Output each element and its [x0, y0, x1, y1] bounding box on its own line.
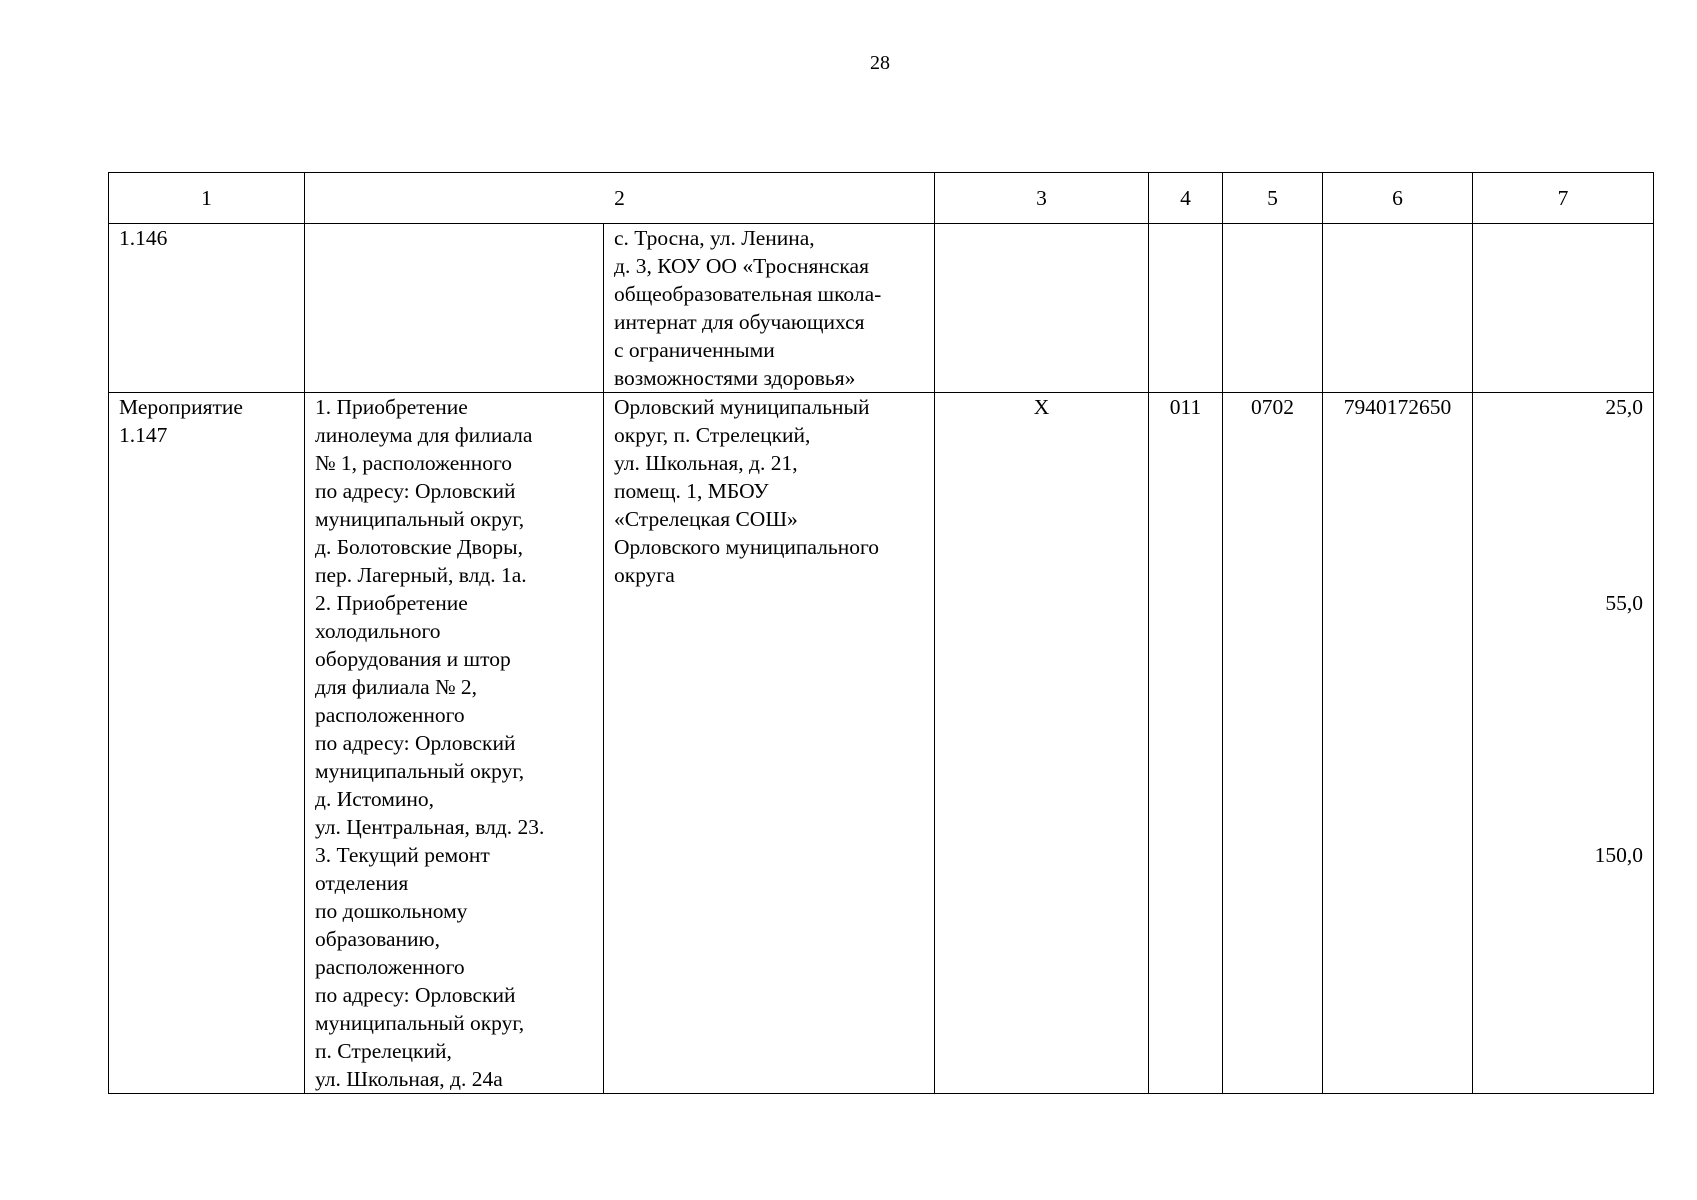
- description-line: для филиала № 2,: [315, 675, 477, 699]
- col6-cell: 7940172650: [1323, 393, 1473, 1094]
- col5-cell: 0702: [1223, 393, 1323, 1094]
- header-cell-1: 1: [109, 173, 305, 224]
- address-line: д. 3, КОУ ОО «Троснянская: [614, 254, 869, 278]
- address-line: с ограниченными: [614, 338, 775, 362]
- address-line: с. Тросна, ул. Ленина,: [614, 226, 815, 250]
- col7-cell: [1473, 224, 1654, 393]
- description-cell: [305, 393, 604, 1094]
- address-line: ул. Школьная, д. 21,: [614, 451, 798, 475]
- col4-cell: [1149, 224, 1223, 393]
- description-cell: [305, 224, 604, 393]
- address-cell: [604, 393, 935, 1094]
- address-cell: [604, 224, 935, 393]
- address-line: округ, п. Стрелецкий,: [614, 423, 811, 447]
- header-cell-7: 7: [1473, 173, 1654, 224]
- document-table: [108, 172, 1654, 1094]
- address-line: помещ. 1, МБОУ: [614, 479, 769, 503]
- row-label: Мероприятие: [119, 395, 243, 419]
- header-cell-2: 2: [305, 173, 935, 224]
- address-line: Орловского муниципального: [614, 535, 879, 559]
- table-row: [109, 393, 1654, 1094]
- header-row: [109, 173, 1654, 224]
- description-line: 1. Приобретение: [315, 395, 468, 419]
- description-line: 2. Приобретение: [315, 591, 468, 615]
- row-id-cell: [109, 393, 305, 1094]
- description-line: 3. Текущий ремонт: [315, 843, 490, 867]
- description-line: № 1, расположенного: [315, 451, 513, 475]
- address-line: возможностями здоровья»: [614, 366, 856, 390]
- row-id: 1.146: [119, 226, 168, 250]
- page-number: 28: [870, 52, 890, 74]
- address-line: «Стрелецкая СОШ»: [614, 507, 798, 531]
- address-line: интернат для обучающихся: [614, 310, 865, 334]
- col6-cell: [1323, 224, 1473, 393]
- row-id-cell: [109, 224, 305, 393]
- description-line: образованию,: [315, 927, 440, 951]
- description-line: ул. Школьная, д. 24а: [315, 1067, 503, 1091]
- col3-cell: [935, 224, 1149, 393]
- address-line: общеобразовательная школа-: [614, 282, 882, 306]
- address-line: Орловский муниципальный: [614, 395, 870, 419]
- description-line: п. Стрелецкий,: [315, 1039, 452, 1063]
- col5-cell: [1223, 224, 1323, 393]
- description-line: холодильного: [315, 619, 441, 643]
- amounts-cell: [1473, 393, 1654, 1094]
- amount-value: 25,0: [1605, 395, 1643, 419]
- description-line: муниципальный округ,: [315, 507, 525, 531]
- description-line: д. Истомино,: [315, 787, 434, 811]
- header-cell-6: 6: [1323, 173, 1473, 224]
- col4-cell: 011: [1149, 393, 1223, 1094]
- description-line: линолеума для филиала: [315, 423, 533, 447]
- description-line: расположенного: [315, 703, 465, 727]
- header-cell-3: 3: [935, 173, 1149, 224]
- header-cell-5: 5: [1223, 173, 1323, 224]
- col3-cell: Х: [935, 393, 1149, 1094]
- description-line: отделения: [315, 871, 409, 895]
- row-id: 1.147: [119, 423, 168, 447]
- description-line: оборудования и штор: [315, 647, 511, 671]
- description-line: расположенного: [315, 955, 465, 979]
- description-line: пер. Лагерный, влд. 1а.: [315, 563, 527, 587]
- description-line: д. Болотовские Дворы,: [315, 535, 523, 559]
- description-line: ул. Центральная, влд. 23.: [315, 815, 545, 839]
- description-line: муниципальный округ,: [315, 1011, 525, 1035]
- table-row: [109, 224, 1654, 393]
- amount-value: 55,0: [1605, 591, 1643, 615]
- header-cell-4: 4: [1149, 173, 1223, 224]
- description-line: по адресу: Орловский: [315, 479, 516, 503]
- description-line: муниципальный округ,: [315, 759, 525, 783]
- description-line: по адресу: Орловский: [315, 731, 516, 755]
- address-line: округа: [614, 563, 675, 587]
- description-line: по дошкольному: [315, 899, 468, 923]
- description-line: по адресу: Орловский: [315, 983, 516, 1007]
- amount-value: 150,0: [1594, 843, 1643, 867]
